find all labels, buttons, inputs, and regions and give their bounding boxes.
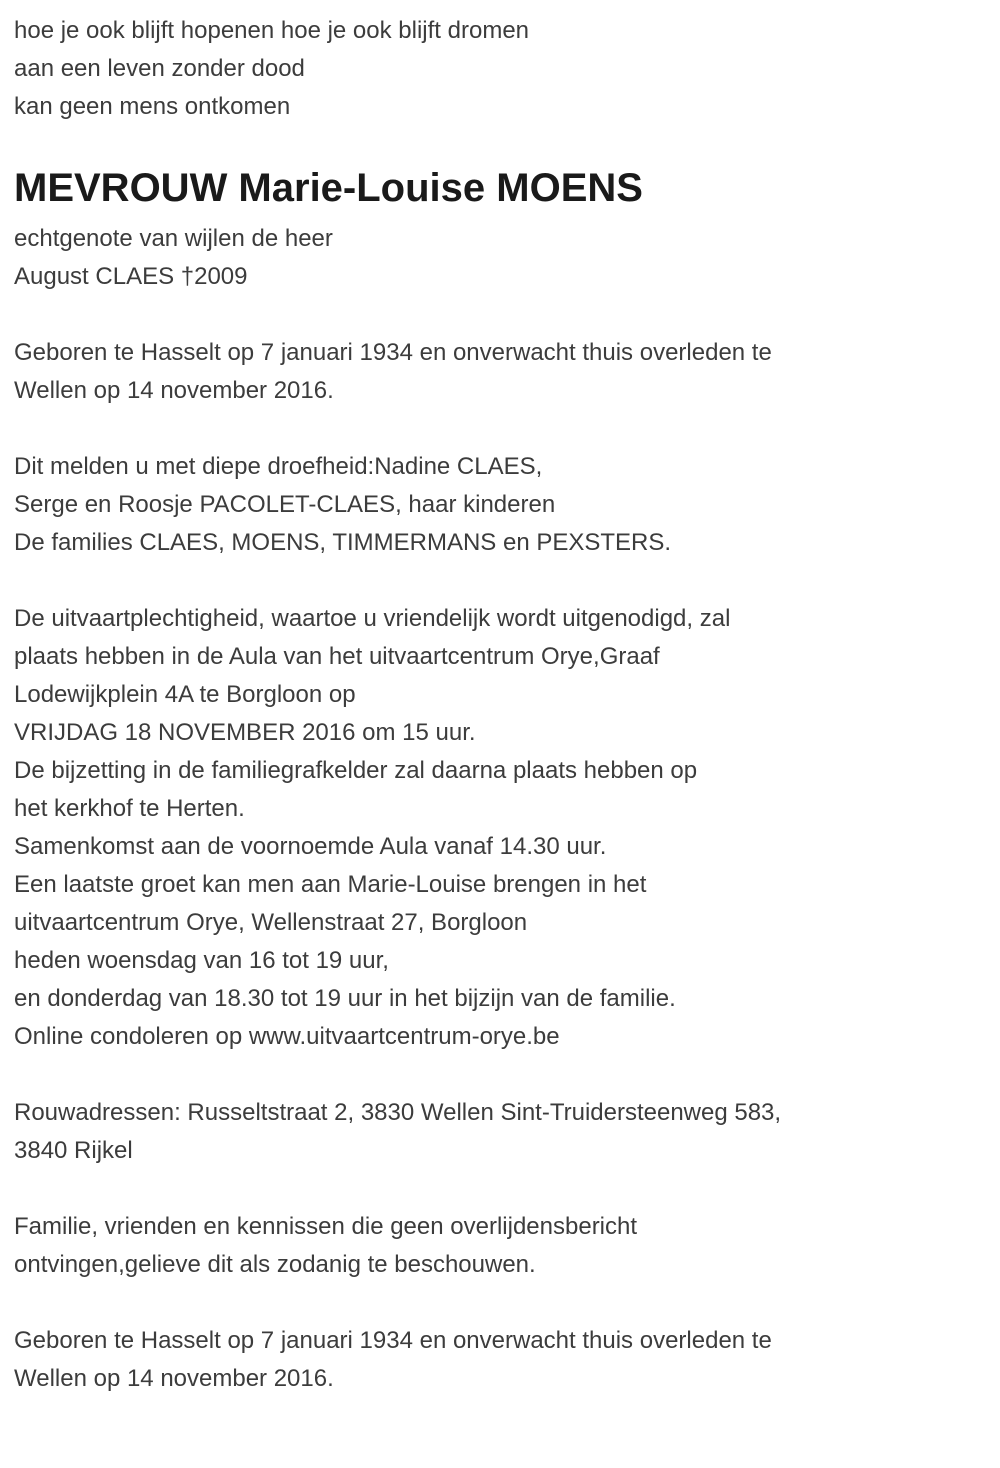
text-line: uitvaartcentrum Orye, Wellenstraat 27, Borgloon: [14, 909, 528, 936]
text-line: Samenkomst aan de voornoemde Aula vanaf 14.30 uur.: [14, 833, 607, 860]
text-line: plaats hebben in de Aula van het uitvaartcentrum Orye,Graaf: [14, 643, 660, 670]
text-line: August CLAES †2009: [14, 263, 248, 290]
text-line: De uitvaartplechtigheid, waartoe u vriendelijk wordt uitgenodigd, zal: [14, 605, 731, 632]
text-line: Geboren te Hasselt op 7 januari 1934 en onverwacht thuis overleden te: [14, 1327, 772, 1354]
text-line: Serge en Roosje PACOLET-CLAES, haar kinderen: [14, 491, 556, 518]
text-line: echtgenote van wijlen de heer: [14, 225, 333, 252]
birth-death-repeat-paragraph: [14, 1322, 986, 1398]
funeral-details-paragraph: [14, 600, 986, 1056]
text-line: Een laatste groet kan men aan Marie-Louise brengen in het: [14, 871, 647, 898]
text-line: Rouwadressen: Russeltstraat 2, 3830 Wellen Sint-Truidersteenweg 583,: [14, 1099, 782, 1126]
mourning-addresses-paragraph: [14, 1094, 986, 1170]
text-line: De families CLAES, MOENS, TIMMERMANS en PEXSTERS.: [14, 529, 672, 556]
text-line: Dit melden u met diepe droefheid:Nadine CLAES,: [14, 453, 543, 480]
text-line: heden woensdag van 16 tot 19 uur,: [14, 947, 389, 974]
text-line: kan geen mens ontkomen: [14, 93, 291, 120]
text-line: Familie, vrienden en kennissen die geen overlijdensbericht: [14, 1213, 638, 1240]
family-announcement-paragraph: [14, 448, 986, 562]
deceased-name-title: MEVROUW Marie-Louise MOENS: [14, 166, 643, 210]
spouse-info: [14, 220, 986, 296]
text-line: Lodewijkplein 4A te Borgloon op: [14, 681, 356, 708]
text-line: hoe je ook blijft hopenen hoe je ook blijft dromen: [14, 17, 530, 44]
text-line: ontvingen,gelieve dit als zodanig te beschouwen.: [14, 1251, 536, 1278]
text-line: Geboren te Hasselt op 7 januari 1934 en onverwacht thuis overleden te: [14, 339, 772, 366]
text-line: aan een leven zonder dood: [14, 55, 305, 82]
text-line: 3840 Rijkel: [14, 1137, 133, 1164]
text-line: Wellen op 14 november 2016.: [14, 1365, 334, 1392]
text-line: en donderdag van 18.30 tot 19 uur in het bijzijn van de familie.: [14, 985, 676, 1012]
text-line: Wellen op 14 november 2016.: [14, 377, 334, 404]
text-line: het kerkhof te Herten.: [14, 795, 245, 822]
opening-poem: [14, 12, 986, 126]
text-line: Online condoleren op www.uitvaartcentrum-orye.be: [14, 1023, 560, 1050]
notice-paragraph: [14, 1208, 986, 1284]
text-line: VRIJDAG 18 NOVEMBER 2016 om 15 uur.: [14, 719, 476, 746]
text-line: De bijzetting in de familiegrafkelder zal daarna plaats hebben op: [14, 757, 698, 784]
birth-death-paragraph: [14, 334, 986, 410]
